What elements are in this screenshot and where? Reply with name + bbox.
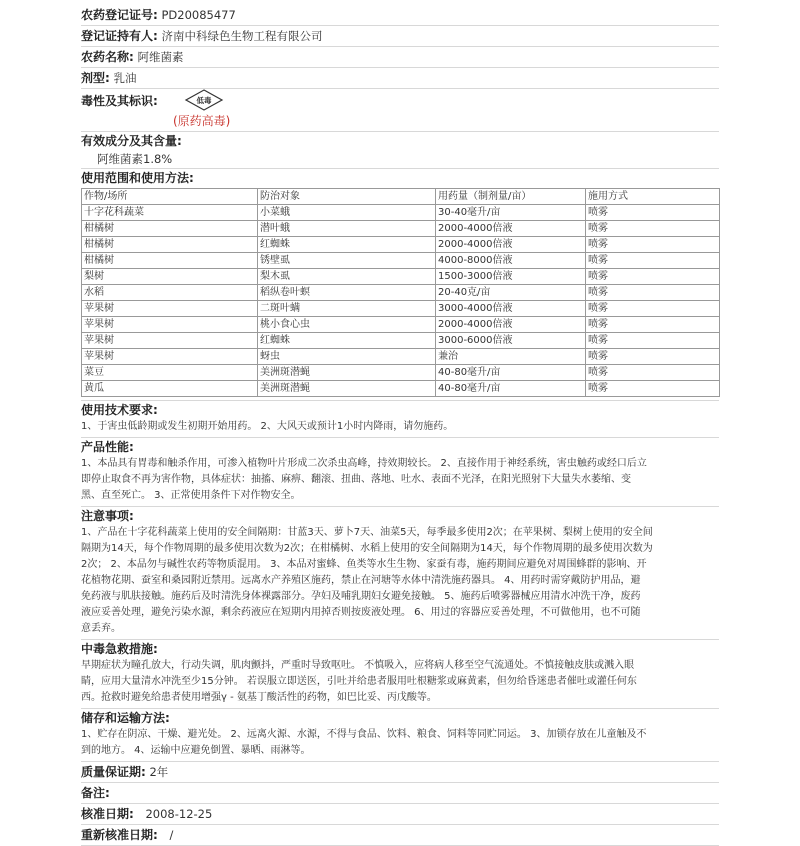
table-row <box>82 253 720 269</box>
reapproval-row <box>81 825 719 846</box>
holder-value: 济南中科绿色生物工程有限公司 <box>161 29 323 43</box>
table-row <box>82 381 720 397</box>
performance-line: 黑、直至死亡。 3、正常使用条件下对作物安全。 <box>81 490 301 501</box>
firstaid-line: 睛，应用大量清水冲洗至少15分钟。 若误服立即送医，引吐并给患者服用吐根糖浆或麻黄素，但勿给昏迷患者催吐或灌任何东 <box>81 676 637 687</box>
ingredient-value: 阿维菌素1.8% <box>97 152 173 166</box>
precautions-line: 花植物花期、蚕室和桑园附近禁用。远离水产养殖区施药，禁止在河塘等水体中清洗施药器具。 4、用药时需穿戴防护用品，避 <box>81 575 641 586</box>
table-row <box>82 333 720 349</box>
performance-line: 即停止取食不再为害作物，具体症状：抽搐、麻痹、翻滚、扭曲、落地、吐水、表面不光泽，在阳光照射下大量失水萎缩、变 <box>81 474 631 485</box>
table-cell: 喷雾 <box>586 381 720 397</box>
col-header-dosage: 用药量（制剂量/亩） <box>436 189 586 205</box>
col-header-method: 施用方式 <box>586 189 720 205</box>
usage-section <box>81 169 719 401</box>
table-cell: 潜叶蛾 <box>258 221 436 237</box>
table-row <box>82 349 720 365</box>
precautions-line: 免药液与肌肤接触。施药后及时清洗身体裸露部分。孕妇及哺乳期妇女避免接触。 5、施药后喷雾器械应用清水冲洗干净，废药 <box>81 591 641 602</box>
pesticide-registration-document <box>81 5 719 846</box>
table-cell: 2000-4000倍液 <box>436 317 586 333</box>
storage-label: 储存和运输方法: <box>81 711 170 725</box>
storage-line: 1、贮存在阴凉、干燥、避光处。 2、远离火源、水源，不得与食品、饮料、粮食、饲料等同贮同运。 3、加锁存放在儿童触及不 <box>81 729 647 740</box>
col-header-crop: 作物/场所 <box>82 189 258 205</box>
tech-line: 1、于害虫低龄期或发生初期开始用药。 2、大风天或预计1小时内降雨，请勿施药。 <box>81 421 454 432</box>
table-cell: 苹果树 <box>82 301 258 317</box>
table-row <box>82 205 720 221</box>
table-cell: 2000-4000倍液 <box>436 237 586 253</box>
table-cell: 喷雾 <box>586 237 720 253</box>
firstaid-section <box>81 640 719 709</box>
form-row <box>81 68 719 89</box>
table-cell: 喷雾 <box>586 269 720 285</box>
form-value: 乳油 <box>113 71 137 85</box>
remarks-row <box>81 783 719 804</box>
table-cell: 锈壁虱 <box>258 253 436 269</box>
performance-line: 1、本品具有胃毒和触杀作用，可渗入植物叶片形成二次杀虫高峰，持效期较长。 2、直接作用于神经系统，害虫触药或经口后立 <box>81 458 647 469</box>
table-cell: 柑橘树 <box>82 253 258 269</box>
table-cell: 桃小食心虫 <box>258 317 436 333</box>
table-cell: 柑橘树 <box>82 237 258 253</box>
table-row <box>82 285 720 301</box>
storage-line: 到的地方。 4、运输中应避免倒置、暴晒、雨淋等。 <box>81 745 311 756</box>
table-cell: 红蜘蛛 <box>258 333 436 349</box>
table-cell: 苹果树 <box>82 349 258 365</box>
reapproval-label: 重新核准日期: <box>81 828 158 842</box>
name-value: 阿维菌素 <box>137 50 184 64</box>
table-cell: 2000-4000倍液 <box>436 221 586 237</box>
toxicity-label: 毒性及其标识: <box>81 93 158 108</box>
tech-label: 使用技术要求: <box>81 403 158 417</box>
table-cell: 喷雾 <box>586 317 720 333</box>
tech-section <box>81 401 719 438</box>
name-label: 农药名称: <box>81 50 134 64</box>
table-cell: 喷雾 <box>586 349 720 365</box>
firstaid-label: 中毒急救措施: <box>81 642 158 656</box>
table-cell: 梨树 <box>82 269 258 285</box>
table-cell: 喷雾 <box>586 285 720 301</box>
table-cell: 喷雾 <box>586 221 720 237</box>
low-toxicity-diamond-icon <box>184 89 224 111</box>
toxicity-badge-text: 低毒 <box>196 96 212 105</box>
storage-section <box>81 709 719 762</box>
name-row <box>81 47 719 68</box>
approval-value: 2008-12-25 <box>145 807 213 821</box>
reapproval-value: / <box>169 828 174 842</box>
table-cell: 美洲斑潜蝇 <box>258 365 436 381</box>
ingredient-row <box>81 132 719 169</box>
table-cell: 30-40毫升/亩 <box>436 205 586 221</box>
table-cell: 喷雾 <box>586 365 720 381</box>
table-cell: 梨木虱 <box>258 269 436 285</box>
table-cell: 兼治 <box>436 349 586 365</box>
table-cell: 蚜虫 <box>258 349 436 365</box>
table-cell: 喷雾 <box>586 253 720 269</box>
table-cell: 3000-6000倍液 <box>436 333 586 349</box>
precautions-section <box>81 507 719 640</box>
precautions-line: 2次； 2、本品勿与碱性农药等物质混用。 3、本品对蜜蜂、鱼类等水生生物、家蚕有毒，施药期间应避免对周围蜂群的影响、开 <box>81 559 647 570</box>
table-cell: 40-80毫升/亩 <box>436 365 586 381</box>
approval-row <box>81 804 719 825</box>
table-cell: 十字花科蔬菜 <box>82 205 258 221</box>
precautions-line: 1、产品在十字花科蔬菜上使用的安全间隔期：甘蓝3天、萝卜7天、油菜5天，每季最多使用2次；在苹果树、梨树上使用的安全间 <box>81 527 653 538</box>
table-row <box>82 365 720 381</box>
table-cell: 40-80毫升/亩 <box>436 381 586 397</box>
table-cell: 红蜘蛛 <box>258 237 436 253</box>
table-cell: 二斑叶螨 <box>258 301 436 317</box>
table-cell: 4000-8000倍液 <box>436 253 586 269</box>
table-cell: 喷雾 <box>586 205 720 221</box>
reg-no-label: 农药登记证号: <box>81 8 158 22</box>
table-row <box>82 269 720 285</box>
firstaid-line: 早期症状为瞳孔放大，行动失调，肌肉颤抖，严重时导致呕吐。 不慎吸入，应将病人移至空气流通处。不慎接触皮肤或溅入眼 <box>81 660 635 671</box>
table-cell: 小菜蛾 <box>258 205 436 221</box>
table-cell: 水稻 <box>82 285 258 301</box>
usage-table <box>81 188 720 397</box>
table-cell: 菜豆 <box>82 365 258 381</box>
warranty-row <box>81 762 719 783</box>
usage-table-header <box>82 189 720 205</box>
performance-section <box>81 438 719 507</box>
warranty-value: 2年 <box>149 765 169 779</box>
precautions-line: 意丢弃。 <box>81 623 121 634</box>
table-row <box>82 301 720 317</box>
table-row <box>82 317 720 333</box>
table-cell: 美洲斑潜蝇 <box>258 381 436 397</box>
table-cell: 黄瓜 <box>82 381 258 397</box>
holder-row <box>81 26 719 47</box>
precautions-line: 液应妥善处理，避免污染水源，剩余药液应在短期内用掉否则按废液处理。 6、用过的容器应妥善处理，不可做他用，也不可随 <box>81 607 641 618</box>
form-label: 剂型: <box>81 71 110 85</box>
remarks-label: 备注: <box>81 786 110 800</box>
toxicity-row <box>81 89 719 132</box>
table-cell: 柑橘树 <box>82 221 258 237</box>
precautions-label: 注意事项: <box>81 509 134 523</box>
table-cell: 苹果树 <box>82 333 258 349</box>
table-cell: 1500-3000倍液 <box>436 269 586 285</box>
approval-label: 核准日期: <box>81 807 134 821</box>
table-cell: 3000-4000倍液 <box>436 301 586 317</box>
col-header-target: 防治对象 <box>258 189 436 205</box>
performance-label: 产品性能: <box>81 440 134 454</box>
firstaid-line: 西。抢救时避免给患者使用增强γ - 氨基丁酸活性的药物，如巴比妥、丙戊酸等。 <box>81 692 437 703</box>
table-cell: 苹果树 <box>82 317 258 333</box>
reg-no-value: PD20085477 <box>161 8 236 22</box>
table-cell: 稻纵卷叶螟 <box>258 285 436 301</box>
table-cell: 喷雾 <box>586 333 720 349</box>
table-row <box>82 237 720 253</box>
toxicity-note: (原药高毒) <box>173 114 231 128</box>
table-cell: 喷雾 <box>586 301 720 317</box>
table-row <box>82 221 720 237</box>
holder-label: 登记证持有人: <box>81 29 158 43</box>
usage-label: 使用范围和使用方法: <box>81 171 194 185</box>
precautions-line: 隔期为14天，每个作物周期的最多使用次数为2次；在柑橘树、水稻上使用的安全间隔期为14天，每个作物周期的最多使用次数为 <box>81 543 653 554</box>
ingredient-label: 有效成分及其含量: <box>81 134 182 148</box>
warranty-label: 质量保证期: <box>81 765 146 779</box>
table-cell: 20-40克/亩 <box>436 285 586 301</box>
reg-no-row <box>81 5 719 26</box>
